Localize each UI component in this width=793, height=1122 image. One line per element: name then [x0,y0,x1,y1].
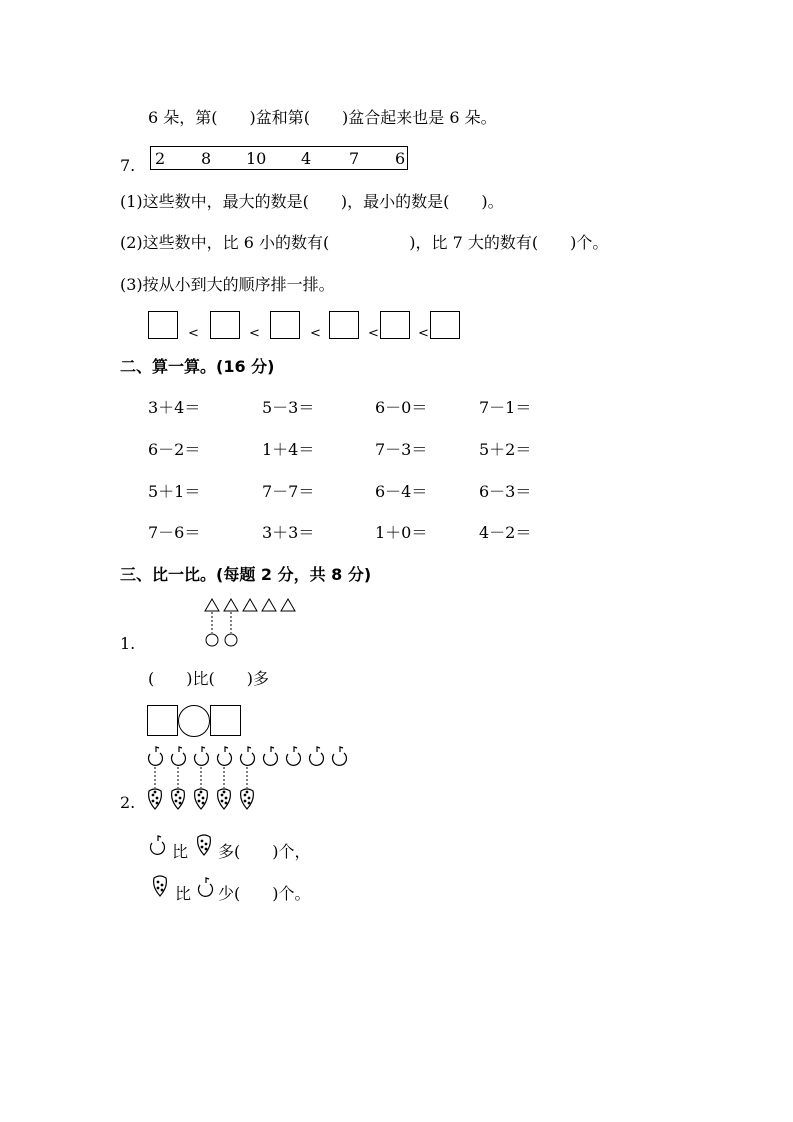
strawberry-icon [152,874,168,896]
apple-icon [217,747,231,765]
calc-r2-c2: 1＋4＝ [262,440,315,459]
square-icon [211,706,241,736]
calc-r3-c2: 7－7＝ [262,482,315,501]
section2-heading: 二、算一算。(16 分) [120,357,275,376]
less-than-4: < [368,326,379,341]
square-circle-square-figure [147,705,243,737]
s3-q2-line1-bi: 比 [172,842,189,861]
s3-q2-line2-bi: 比 [175,884,192,903]
calc-r4-c4: 4－2＝ [479,523,532,542]
number-2: 8 [201,149,212,168]
less-than-3: < [310,326,321,341]
apple-icon [194,747,208,765]
answer-box-1[interactable] [148,311,178,339]
triangle-icon [243,599,257,611]
s3-q1-label: 1. [120,634,136,653]
triangles-circles-figure [200,597,300,649]
q7-label: 7. [120,156,136,175]
strawberry-icon [241,789,254,809]
s3-q2-line1-rest: 多( )个， [218,842,311,861]
strawberry-icon [195,789,208,809]
number-1: 2 [155,149,166,168]
apple-icon [263,747,277,765]
q6-line: 6 朵，第( )盆和第( )盆合起来也是 6 朵。 [148,108,497,127]
calc-r4-c3: 1＋0＝ [375,523,428,542]
calc-r1-c3: 6－0＝ [375,398,428,417]
q7-part3: (3)按从小到大的顺序排一排。 [120,275,335,294]
calc-r1-c2: 5－3＝ [262,398,315,417]
circle-icon [206,634,218,646]
apple-icon [332,747,346,765]
triangle-icon [262,599,276,611]
circle-icon [225,634,237,646]
number-box [150,146,408,170]
apple-icon [148,747,162,765]
calc-r1-c1: 3＋4＝ [148,398,201,417]
apple-icon [286,747,300,765]
triangle-icon [281,599,295,611]
strawberry-icon [218,789,231,809]
strawberry-icon [149,789,162,809]
triangle-icon [205,599,219,611]
calc-r3-c4: 6－3＝ [479,482,532,501]
less-than-1: < [188,326,199,341]
number-5: 7 [349,149,360,168]
calc-r4-c2: 3＋3＝ [262,523,315,542]
calc-r4-c1: 7－6＝ [148,523,201,542]
square-icon [148,706,178,736]
answer-box-3[interactable] [270,311,300,339]
calc-r2-c4: 5＋2＝ [479,440,532,459]
calc-r2-c3: 7－3＝ [375,440,428,459]
apple-icon [171,747,185,765]
answer-box-6[interactable] [430,311,460,339]
q7-part1: (1)这些数中，最大的数是( )，最小的数是( )。 [120,192,504,211]
apples-strawberries-figure [146,748,356,810]
answer-box-2[interactable] [210,311,240,339]
answer-box-4[interactable] [329,311,359,339]
less-than-5: < [418,326,429,341]
number-6: 6 [395,149,406,168]
triangle-icon [224,599,238,611]
apple-icon [196,879,216,899]
s3-q2-line2-rest: 少( )个。 [218,884,311,903]
number-3: 10 [246,149,267,168]
calc-r2-c1: 6－2＝ [148,440,201,459]
less-than-2: < [249,326,260,341]
q7-part2: (2)这些数中，比 6 小的数有( )，比 7 大的数有( )个。 [120,233,609,252]
s3-q2-label: 2. [120,793,136,812]
circle-icon [179,706,210,737]
calc-r3-c3: 6－4＝ [375,482,428,501]
number-4: 4 [301,149,312,168]
apple-icon [240,747,254,765]
apple-icon [148,837,168,857]
calc-r3-c1: 5＋1＝ [148,482,201,501]
strawberry-icon [172,789,185,809]
strawberry-icon [196,833,212,855]
apple-icon [309,747,323,765]
answer-box-5[interactable] [380,311,410,339]
s3-q1-answer-line: ( )比( )多 [148,669,269,688]
calc-r1-c4: 7－1＝ [479,398,532,417]
section3-heading: 三、比一比。(每题 2 分，共 8 分) [120,565,372,584]
